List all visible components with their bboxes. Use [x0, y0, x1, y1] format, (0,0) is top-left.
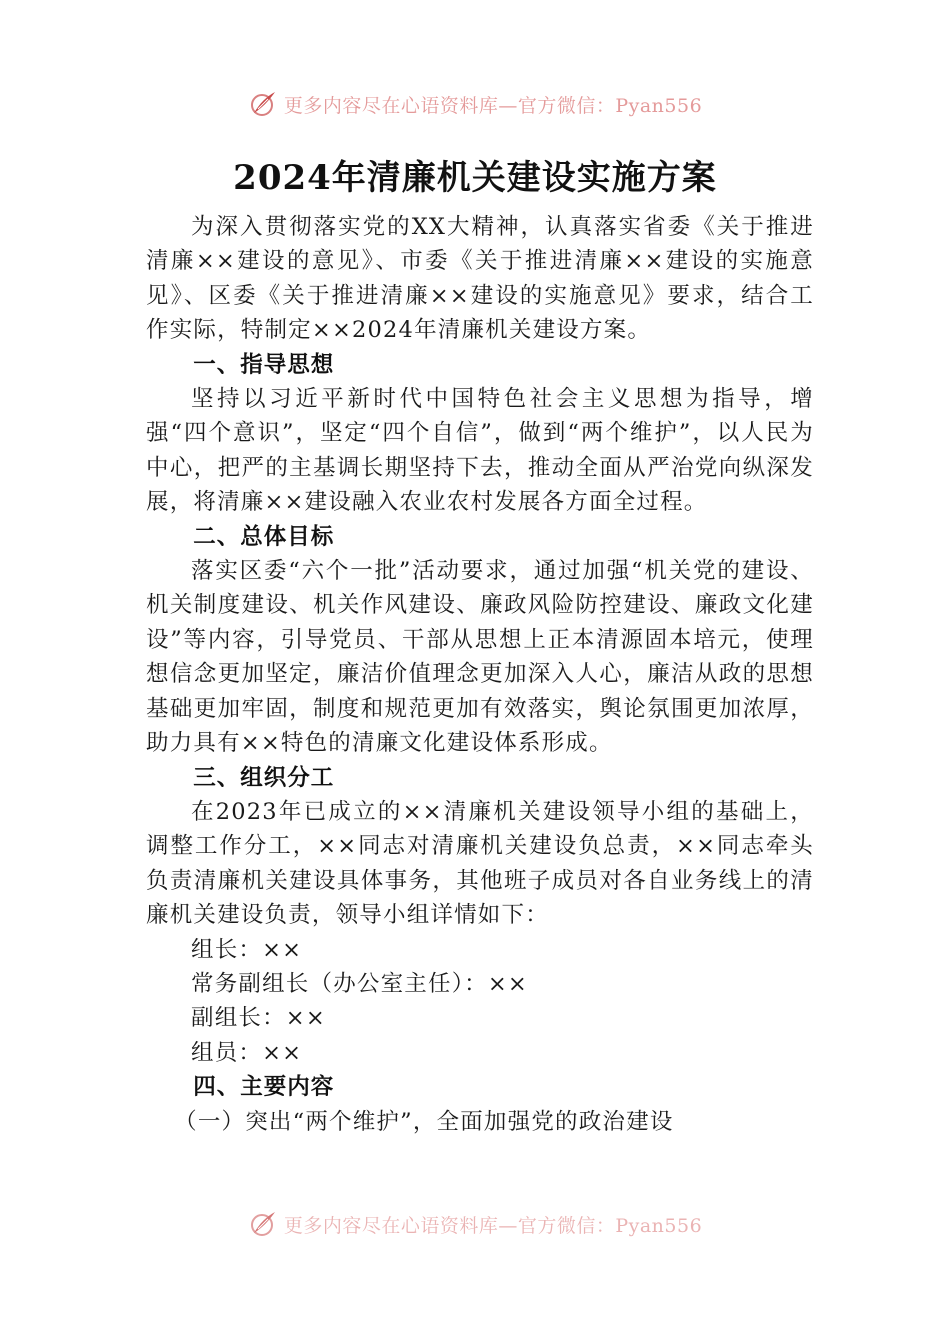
document-title: 2024年清廉机关建设实施方案: [233, 158, 717, 198]
section-body-overall-goal: 落实区委“六个一批”活动要求，通过加强“机关党的建设、机关制度建设、机关作风建设、廉政风险防控建设、廉政文化建设”等内容，引导党员、干部从思想上正本清源固本培元，使理想信念更加坚定，廉洁价值理念更加深入人心，廉洁从政的思想基础更加牢固，制度和规范更加有效落实，舆论氛围更加浓厚，助力具有××特色的清廉文化建设体系形成。: [146, 558, 814, 757]
section-body-organization: 在2023年已成立的××清廉机关建设领导小组的基础上，调整工作分工，××同志对清廉机关建设负总责，××同志牵头负责清廉机关建设具体事务，其他班子成员对各自业务线上的清廉机关建设负责，领导小组详情如下：: [146, 798, 814, 929]
member-line-leader: 组长：××: [191, 936, 303, 963]
document-body: [146, 210, 814, 1139]
watermark-text: 更多内容尽在心语资料库—官方微信：Pyan556: [283, 1214, 703, 1237]
section-heading-organization: 三、组织分工: [193, 764, 335, 791]
watermark-header: [0, 84, 950, 124]
section-heading-overall-goal: 二、总体目标: [193, 523, 335, 550]
watermark-footer: [0, 1204, 950, 1244]
section-body-guiding-ideology: 坚持以习近平新时代中国特色社会主义思想为指导，增强“四个意识”，坚定“四个自信”，做到“两个维护”，以人民为中心，把严的主基调长期坚持下去，推动全面从严治党向纵深发展，将清廉××建设融入农业农村发展各方面全过程。: [146, 386, 814, 516]
watermark-text: 更多内容尽在心语资料库—官方微信：Pyan556: [283, 94, 703, 117]
intro-paragraph: 为深入贯彻落实党的XX大精神，认真落实省委《关于推进清廉××建设的意见》、市委《关于推进清廉××建设的实施意见》、区委《关于推进清廉××建设的实施意见》要求，结合工作实际，特制定××2024年清廉机关建设方案。: [146, 214, 814, 344]
quill-logo-icon: [248, 89, 278, 119]
member-line-members: 组员：××: [191, 1039, 303, 1066]
member-line-executive-deputy: 常务副组长（办公室主任）：××: [191, 970, 528, 997]
member-line-deputy: 副组长：××: [191, 1005, 326, 1032]
section-heading-guiding-ideology: 一、指导思想: [193, 351, 335, 378]
section-heading-main-content: 四、主要内容: [193, 1074, 335, 1101]
quill-logo-icon: [248, 1209, 278, 1239]
subsection-heading-political-building: （一）突出“两个维护”，全面加强党的政治建设: [174, 1108, 674, 1135]
